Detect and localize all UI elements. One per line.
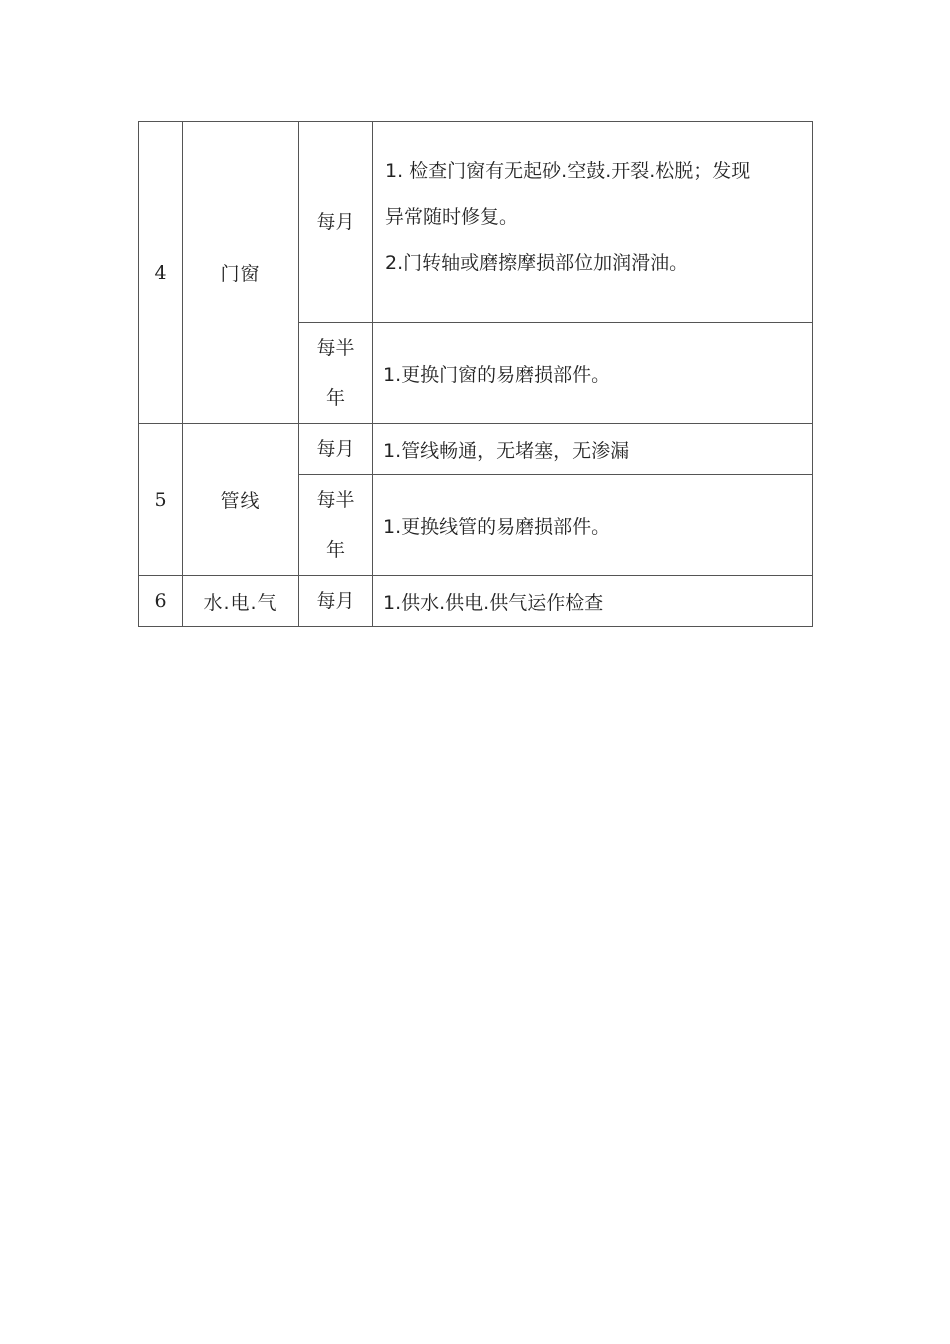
content-cell [373, 576, 813, 627]
frequency-label: 每月 [316, 438, 355, 460]
row-number: 5 [139, 424, 183, 576]
frequency-cell [299, 122, 373, 323]
content-line: 2.门转轴或磨擦摩损部位加润滑油。 [385, 252, 689, 274]
maintenance-item: 门窗 [183, 122, 299, 424]
frequency-label: 每半 [316, 489, 355, 511]
frequency-label: 每月 [316, 211, 355, 233]
content-line: 1.供水.供电.供气运作检查 [383, 591, 604, 614]
content-cell [373, 424, 813, 475]
content-cell [373, 122, 813, 323]
row-number: 6 [139, 576, 183, 627]
content-cell [373, 323, 813, 424]
content-line: 1.管线畅通，无堵塞，无渗漏 [383, 439, 630, 462]
frequency-label: 年 [325, 387, 345, 409]
content-line: 1.更换门窗的易磨损部件。 [383, 363, 611, 386]
frequency-label: 每月 [316, 590, 355, 612]
table-row [139, 122, 813, 323]
content-cell [373, 475, 813, 576]
row-number: 4 [139, 122, 183, 424]
frequency-cell [299, 424, 373, 475]
frequency-cell [299, 475, 373, 576]
maintenance-table [138, 121, 813, 627]
table-row [139, 424, 813, 475]
frequency-cell [299, 323, 373, 424]
frequency-label: 年 [325, 539, 345, 561]
frequency-cell [299, 576, 373, 627]
maintenance-item: 水.电.气 [183, 576, 299, 627]
table-row [139, 576, 813, 627]
content-line: 1. 检查门窗有无起砂.空鼓.开裂.松脱；发现 [385, 160, 751, 182]
frequency-label: 每半 [316, 337, 355, 359]
content-line: 1.更换线管的易磨损部件。 [383, 515, 611, 538]
maintenance-item: 管线 [183, 424, 299, 576]
content-line: 异常随时修复。 [385, 206, 519, 228]
